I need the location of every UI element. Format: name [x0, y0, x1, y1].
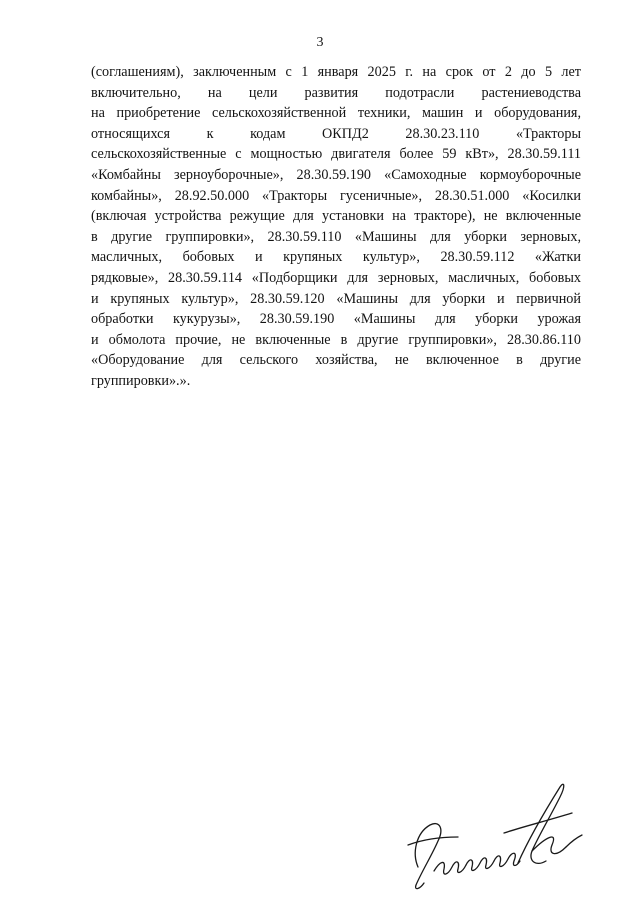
- text-line: включительно, на цели развития подотрасли растениеводства: [91, 84, 581, 101]
- text-line: (соглашениям), заключенным с 1 января 2025 г. на срок от 2 до 5 лет: [91, 64, 581, 80]
- page-number: 3: [316, 35, 324, 50]
- text-line: на приобретение сельскохозяйственной техники, машин и оборудования,: [91, 105, 581, 122]
- text-line: масличных, бобовых и крупяных культур», 28.30.59.112 «Жатки: [91, 249, 581, 266]
- text-line: группировки».».: [91, 372, 191, 389]
- text-line: относящихся к кодам ОКПД2 28.30.23.110 «Тракторы: [91, 125, 581, 142]
- text-line: рядковые», 28.30.59.114 «Подборщики для зерновых, масличных, бобовых: [91, 269, 581, 286]
- text-line: комбайны», 28.92.50.000 «Тракторы гусеничные», 28.30.51.000 «Косилки: [91, 187, 581, 204]
- text-line: обработки кукурузы», 28.30.59.190 «Машины для уборки урожая: [91, 311, 581, 328]
- signature: [400, 775, 585, 895]
- text-line: (включая устройства режущие для установки на тракторе), не включенные: [91, 208, 581, 225]
- text-line: в другие группировки», 28.30.59.110 «Машины для уборки зерновых,: [91, 228, 581, 245]
- text-line: и крупяных культур», 28.30.59.120 «Машины для уборки и первичной: [91, 290, 581, 307]
- text-line: сельскохозяйственные с мощностью двигателя более 59 кВт», 28.30.59.111: [91, 146, 581, 163]
- body-paragraph: [91, 62, 581, 392]
- text-line: «Комбайны зерноуборочные», 28.30.59.190 «Самоходные кормоуборочные: [91, 166, 581, 183]
- text-line: и обмолота прочие, не включенные в другие группировки», 28.30.86.110: [91, 331, 581, 348]
- text-line: «Оборудование для сельского хозяйства, не включенное в другие: [91, 352, 581, 369]
